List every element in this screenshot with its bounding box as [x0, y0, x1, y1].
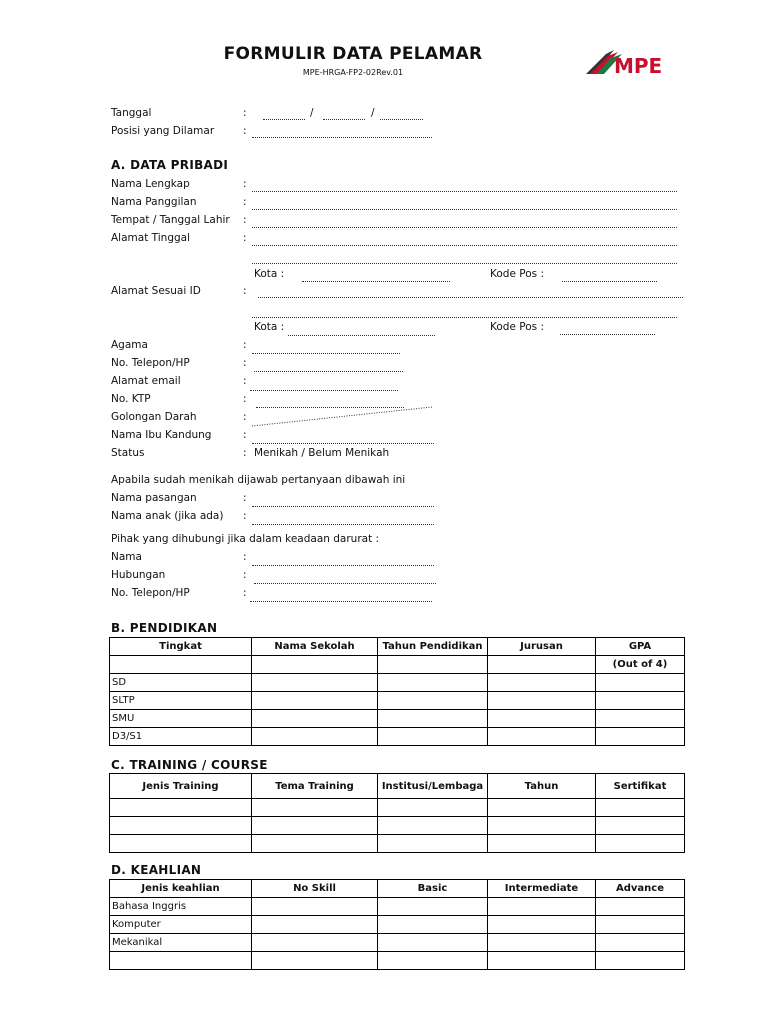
table-cell[interactable]	[596, 934, 685, 952]
nama-lengkap-field[interactable]	[252, 191, 677, 192]
company-logo	[584, 46, 674, 78]
posisi-field[interactable]	[252, 137, 432, 138]
colon: :	[243, 339, 247, 351]
status-options[interactable]: Menikah / Belum Menikah	[254, 447, 390, 459]
label-nama-lengkap: Nama Lengkap	[111, 178, 190, 190]
table-row	[110, 674, 685, 692]
date-separator: /	[371, 107, 375, 119]
colon: :	[243, 214, 247, 226]
table-row	[110, 898, 685, 916]
alamat-id-field[interactable]	[258, 297, 683, 298]
table-header	[110, 656, 252, 674]
label-nama-pasangan: Nama pasangan	[111, 492, 197, 504]
colon: :	[243, 178, 247, 190]
table-cell[interactable]	[252, 817, 378, 835]
row-label: Bahasa Inggris	[110, 898, 252, 916]
section-b-title: B. PENDIDIKAN	[111, 621, 218, 635]
document-code: MPE-HRGA-FP2-02Rev.01	[302, 68, 404, 77]
table-header	[488, 656, 596, 674]
table-row	[110, 835, 685, 853]
table-cell[interactable]	[110, 817, 252, 835]
colon: :	[243, 125, 247, 137]
label-telepon: No. Telepon/HP	[111, 357, 190, 369]
colon: :	[243, 447, 247, 459]
table-row	[110, 934, 685, 952]
table-cell[interactable]	[596, 898, 685, 916]
colon: :	[243, 510, 247, 522]
table-row	[110, 692, 685, 710]
logo-swoosh-icon	[584, 46, 674, 78]
table-row	[110, 952, 685, 970]
label-kota: Kota :	[254, 321, 285, 333]
em-telepon-field[interactable]	[250, 601, 432, 602]
table-cell[interactable]	[252, 835, 378, 853]
table-row	[110, 916, 685, 934]
table-header: Jenis keahlian	[110, 880, 252, 898]
table-cell[interactable]	[378, 817, 488, 835]
table-cell[interactable]	[252, 799, 378, 817]
colon: :	[243, 587, 247, 599]
emergency-note: Pihak yang dihubungi jika dalam keadaan darurat :	[111, 533, 380, 545]
nama-panggilan-field[interactable]	[252, 209, 677, 210]
table-header: Institusi/Lembaga	[378, 774, 488, 799]
colon: :	[243, 196, 247, 208]
colon: :	[243, 357, 247, 369]
table-header: Basic	[378, 880, 488, 898]
label-nama-panggilan: Nama Panggilan	[111, 196, 197, 208]
alamat-tinggal-field[interactable]	[252, 245, 677, 246]
colon: :	[243, 429, 247, 441]
table-cell[interactable]	[596, 692, 685, 710]
row-label: D3/S1	[110, 728, 252, 746]
table-cell[interactable]	[488, 952, 596, 970]
label-kode-pos: Kode Pos :	[490, 268, 544, 280]
gpa-note: (Out of 4)	[596, 656, 685, 674]
colon: :	[243, 393, 247, 405]
label-em-hubungan: Hubungan	[111, 569, 166, 581]
row-label: Komputer	[110, 916, 252, 934]
tanggal-year-field[interactable]	[380, 119, 423, 120]
table-cell[interactable]	[488, 817, 596, 835]
table-cell[interactable]	[488, 728, 596, 746]
golongan-darah-field[interactable]	[250, 404, 436, 428]
colon: :	[243, 232, 247, 244]
table-cell[interactable]	[110, 835, 252, 853]
table-cell[interactable]	[378, 799, 488, 817]
row-label: SLTP	[110, 692, 252, 710]
alamat-tinggal-field-2[interactable]	[252, 263, 677, 264]
label-nama-anak: Nama anak (jika ada)	[111, 510, 224, 522]
table-header	[252, 656, 378, 674]
alamat-id-field-2[interactable]	[252, 317, 677, 318]
tanggal-month-field[interactable]	[323, 119, 365, 120]
table-cell[interactable]	[378, 692, 488, 710]
row-label: Mekanikal	[110, 934, 252, 952]
row-label: SD	[110, 674, 252, 692]
table-header: GPA	[596, 638, 685, 656]
label-ibu-kandung: Nama Ibu Kandung	[111, 429, 212, 441]
table-cell[interactable]	[596, 952, 685, 970]
table-cell[interactable]	[378, 952, 488, 970]
table-cell[interactable]	[378, 728, 488, 746]
table-cell[interactable]	[596, 835, 685, 853]
table-cell[interactable]	[252, 692, 378, 710]
logo-text: MPE	[614, 54, 663, 78]
table-cell[interactable]	[596, 799, 685, 817]
row-label	[110, 952, 252, 970]
table-row	[110, 817, 685, 835]
colon: :	[243, 569, 247, 581]
table-header	[378, 656, 488, 674]
agama-field[interactable]	[252, 353, 400, 354]
em-nama-field[interactable]	[252, 565, 434, 566]
table-cell[interactable]	[488, 835, 596, 853]
table-cell[interactable]	[378, 898, 488, 916]
label-alamat-tinggal: Alamat Tinggal	[111, 232, 190, 244]
label-alamat-id: Alamat Sesuai ID	[111, 285, 201, 297]
married-note: Apabila sudah menikah dijawab pertanyaan dibawah ini	[111, 474, 406, 486]
table-cell[interactable]	[596, 674, 685, 692]
email-field[interactable]	[250, 390, 398, 391]
nama-pasangan-field[interactable]	[252, 506, 434, 507]
label-kode-pos: Kode Pos :	[490, 321, 544, 333]
kota-id-field[interactable]	[288, 335, 435, 336]
date-separator: /	[310, 107, 314, 119]
ttl-field[interactable]	[252, 227, 677, 228]
colon: :	[243, 492, 247, 504]
section-c-title: C. TRAINING / COURSE	[111, 758, 268, 772]
table-cell[interactable]	[488, 674, 596, 692]
table-header: Tema Training	[252, 774, 378, 799]
table-cell[interactable]	[378, 710, 488, 728]
table-cell[interactable]	[596, 916, 685, 934]
label-agama: Agama	[111, 339, 148, 351]
label-status: Status	[111, 447, 145, 459]
colon: :	[243, 411, 247, 423]
table-cell[interactable]	[252, 916, 378, 934]
table-cell[interactable]	[488, 710, 596, 728]
table-header: Tahun Pendidikan	[378, 638, 488, 656]
table-cell[interactable]	[488, 692, 596, 710]
table-header: Tahun	[488, 774, 596, 799]
label-email: Alamat email	[111, 375, 181, 387]
skills-table	[109, 879, 685, 970]
table-cell[interactable]	[252, 710, 378, 728]
education-table	[109, 637, 685, 746]
colon: :	[243, 551, 247, 563]
table-header: Tingkat	[110, 638, 252, 656]
table-cell[interactable]	[252, 898, 378, 916]
table-cell[interactable]	[488, 916, 596, 934]
table-row	[110, 728, 685, 746]
kode-pos-id-field[interactable]	[560, 334, 655, 335]
row-label: SMU	[110, 710, 252, 728]
table-header: Intermediate	[488, 880, 596, 898]
telepon-field[interactable]	[254, 371, 403, 372]
ibu-kandung-field[interactable]	[252, 443, 434, 444]
em-hubungan-field[interactable]	[254, 583, 436, 584]
table-cell[interactable]	[596, 728, 685, 746]
table-header: Jenis Training	[110, 774, 252, 799]
label-golongan-darah: Golongan Darah	[111, 411, 197, 423]
table-row	[110, 710, 685, 728]
training-table	[109, 773, 685, 853]
table-row	[110, 799, 685, 817]
section-a-title: A. DATA PRIBADI	[111, 158, 229, 172]
tanggal-day-field[interactable]	[263, 119, 305, 120]
table-cell[interactable]	[378, 674, 488, 692]
table-cell[interactable]	[252, 674, 378, 692]
table-cell[interactable]	[596, 817, 685, 835]
table-header: Nama Sekolah	[252, 638, 378, 656]
table-cell[interactable]	[378, 934, 488, 952]
table-header: Advance	[596, 880, 685, 898]
table-header: No Skill	[252, 880, 378, 898]
colon: :	[243, 285, 247, 297]
label-ktp: No. KTP	[111, 393, 151, 405]
label-kota: Kota :	[254, 268, 285, 280]
label-posisi: Posisi yang Dilamar	[111, 125, 215, 137]
kota-field[interactable]	[302, 281, 450, 282]
label-em-nama: Nama	[111, 551, 142, 563]
table-cell[interactable]	[252, 934, 378, 952]
table-header: Sertifikat	[596, 774, 685, 799]
table-cell[interactable]	[378, 916, 488, 934]
colon: :	[243, 375, 247, 387]
table-cell[interactable]	[488, 799, 596, 817]
label-tanggal: Tanggal	[111, 107, 152, 119]
form-title: FORMULIR DATA PELAMAR	[223, 44, 483, 64]
kode-pos-field[interactable]	[562, 281, 657, 282]
table-cell[interactable]	[110, 799, 252, 817]
table-cell[interactable]	[488, 934, 596, 952]
colon: :	[243, 107, 247, 119]
label-em-telepon: No. Telepon/HP	[111, 587, 190, 599]
table-header: Jurusan	[488, 638, 596, 656]
section-d-title: D. KEAHLIAN	[111, 863, 202, 877]
table-cell[interactable]	[252, 728, 378, 746]
table-cell[interactable]	[488, 898, 596, 916]
table-cell[interactable]	[252, 952, 378, 970]
table-cell[interactable]	[378, 835, 488, 853]
nama-anak-field[interactable]	[252, 524, 434, 525]
label-ttl: Tempat / Tanggal Lahir	[111, 214, 230, 226]
table-cell[interactable]	[596, 710, 685, 728]
